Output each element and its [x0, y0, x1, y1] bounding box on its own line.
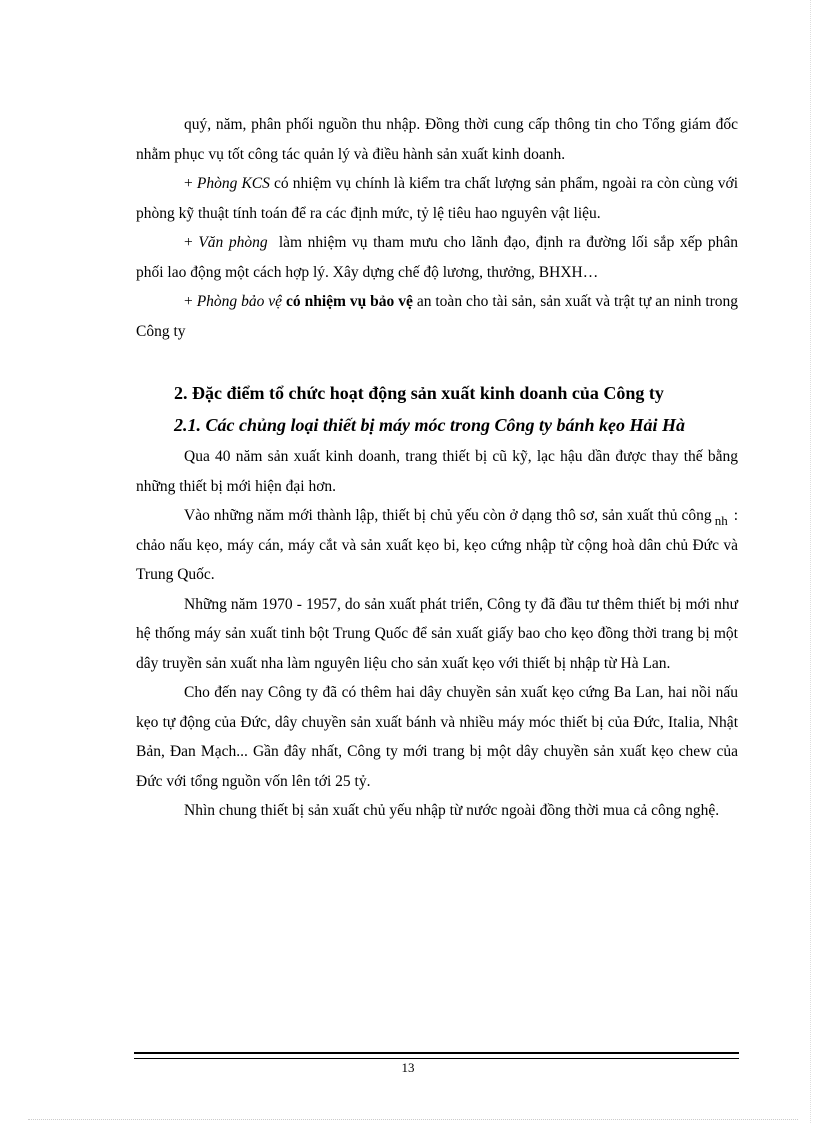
early-equipment-rest: : chảo nấu kẹo, máy cán, máy cắt và sản xuất kẹo bi, kẹo cứng nhập từ cộng hoà dân chủ Đức và Trung Quốc.	[136, 507, 738, 583]
paragraph-income-distribution: quý, năm, phân phối nguồn thu nhập. Đồng thời cung cấp thông tin cho Tổng giám đốc nhằm phục vụ tốt công tác quản lý và điều hành sản xuất kinh doanh.	[136, 116, 738, 163]
security-text: an toàn cho tài sản, sản xuất và trật tự an ninh trong Công ty	[136, 293, 739, 340]
paragraph-office	[136, 228, 738, 287]
office-text: làm nhiệm vụ tham mưu cho lãnh đạo, định ra đường lối sắp xếp phân phối lao động một cách hợp lý. Xây dựng chế độ lương, thưởng, BHXH…	[136, 234, 739, 281]
kcs-text: có nhiệm vụ chính là kiểm tra chất lượng sản phẩm, ngoài ra còn cùng với phòng kỹ thuật tính toán để ra các định mức, tỷ lệ tiêu hao nguyên vật liệu.	[136, 175, 739, 222]
section-heading: 2. Đặc điểm tổ chức hoạt động sản xuất kinh doanh của Công ty	[174, 383, 664, 403]
early-equipment-text: Vào những năm mới thành lập, thiết bị chủ yếu còn ở dạng thô sơ, sản xuất thủ công	[184, 507, 712, 524]
office-label: Văn phòng	[198, 234, 268, 251]
page-body	[136, 110, 738, 826]
paragraph-security-department	[136, 287, 738, 346]
paragraph-early-equipment	[136, 501, 738, 590]
kcs-label: Phòng KCS	[196, 175, 270, 192]
bullet-marker: +	[184, 175, 193, 192]
security-bold-text: có nhiệm vụ bảo vệ	[286, 293, 413, 310]
bullet-marker: +	[184, 293, 193, 310]
subscript-fragment: nh	[714, 513, 728, 528]
bullet-marker: +	[184, 234, 193, 251]
paragraph-summary: Nhìn chung thiết bị sản xuất chủ yếu nhập từ nước ngoài đồng thời mua cả công nghệ.	[184, 802, 720, 819]
subsection-heading: 2.1. Các chủng loại thiết bị máy móc trong Công ty bánh kẹo Hải Hà	[174, 415, 686, 435]
paragraph-current-equipment: Cho đến nay Công ty đã có thêm hai dây chuyền sản xuất kẹo cứng Ba Lan, hai nồi nấu kẹo tự động của Đức, dây chuyền sản xuất bánh và nhiều máy móc thiết bị của Đức, Italia, Nhật Bản, Đan Mạch... Gần đây nhất, Công ty mới trang bị một dây chuyền sản xuất kẹo chew của Đức với tổng nguồn vốn lên tới 25 tỷ.	[136, 684, 738, 790]
security-label: Phòng bảo vệ	[196, 293, 283, 310]
paragraph-equipment-history: Qua 40 năm sản xuất kinh doanh, trang thiết bị cũ kỹ, lạc hậu dần được thay thế bằng những thiết bị mới hiện đại hơn.	[136, 448, 738, 495]
page-edge-right	[810, 0, 811, 1123]
page-number: 13	[401, 1060, 415, 1075]
footer-rule	[134, 1052, 739, 1059]
paragraph-kcs-department	[136, 169, 738, 228]
page-edge-bottom	[28, 1119, 798, 1120]
paragraph-1970s-investment: Những năm 1970 - 1957, do sản xuất phát triển, Công ty đã đầu tư thêm thiết bị mới như hệ thống máy sản xuất tinh bột Trung Quốc để sản xuất giấy bao cho kẹo đồng thời trang bị một dây truyền sản xuất nha làm nguyên liệu cho sản xuất kẹo với thiết bị nhập từ Hà Lan.	[136, 595, 738, 672]
